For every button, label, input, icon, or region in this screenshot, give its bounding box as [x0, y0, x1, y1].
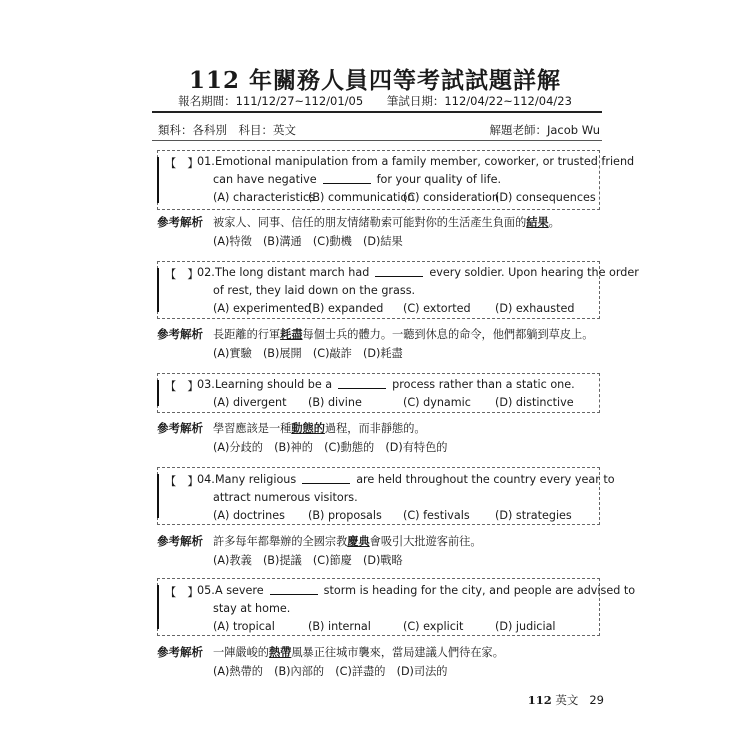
blank-line [270, 584, 318, 595]
option-a: (A) characteristics [213, 191, 315, 204]
question-text-2b: of rest, they laid down on the grass. [213, 284, 416, 297]
analysis-label: 參考解析 [157, 534, 203, 548]
answer-bracket-3: 【 】 [165, 380, 199, 393]
question-text-5: A severe storm is heading for the city, and people are advised to [215, 584, 636, 597]
question-text-1: Emotional manipulation from a family member, coworker, or trusted friend [215, 155, 635, 168]
analysis-options-1: (A)特徵 (B)溝通 (C)動機 (D)結果 [213, 235, 403, 248]
option-d: (D) distinctive [495, 396, 574, 409]
meta-rule [152, 140, 602, 141]
question-text-3: Learning should be a process rather than a static one. [215, 378, 575, 391]
analysis-label: 參考解析 [157, 327, 203, 341]
analysis-text-2: 長距離的行軍耗盡每個士兵的體力。一聽到休息的命令，他們都躺到草皮上。 [213, 328, 594, 341]
option-b: (B) communication [308, 191, 415, 204]
blank-line [338, 378, 386, 389]
option-b: (B) proposals [308, 509, 382, 522]
analysis-options-4: (A)教義 (B)提議 (C)節慶 (D)戰略 [213, 554, 403, 567]
option-d: (D) consequences [495, 191, 596, 204]
option-c: (C) explicit [403, 620, 464, 633]
page-title: 112 年關務人員四等考試試題詳解 [188, 67, 562, 94]
option-d: (D) exhausted [495, 302, 575, 315]
option-a: (A) doctrines [213, 509, 285, 522]
option-b: (B) divine [308, 396, 362, 409]
footer-book: 112 [527, 693, 552, 707]
question-text-4b: attract numerous visitors. [213, 491, 358, 504]
answer-bracket-2: 【 】 [165, 268, 199, 281]
option-a: (A) experimented [213, 302, 312, 315]
analysis-options-3: (A)分歧的 (B)神的 (C)動態的 (D)有特色的 [213, 441, 448, 454]
question-number-5: 05. [197, 584, 215, 597]
analysis-text-5: 一陣嚴峻的熱帶風暴正往城市襲來，當局建議人們待在家。 [213, 646, 504, 659]
option-c: (C) dynamic [403, 396, 471, 409]
question-number-2: 02. [197, 266, 215, 279]
option-c: (C) consideration [403, 191, 499, 204]
analysis-text-3: 學習應該是一種動態的過程，而非靜態的。 [213, 422, 426, 435]
teacher-info: 解題老師：Jacob Wu [489, 123, 600, 137]
answer-bracket-5: 【 】 [165, 586, 199, 599]
option-b: (B) expanded [308, 302, 384, 315]
analysis-label: 參考解析 [157, 421, 203, 435]
option-d: (D) strategies [495, 509, 572, 522]
analysis-options-5: (A)熱帶的 (B)內部的 (C)詳盡的 (D)司法的 [213, 665, 448, 678]
blank-line [323, 173, 371, 184]
option-b: (B) internal [308, 620, 371, 633]
footer-subject: 英文 [555, 693, 579, 707]
analysis-text-4: 許多每年都舉辦的全國宗教慶典會吸引大批遊客前往。 [213, 535, 482, 548]
analysis-options-2: (A)實驗 (B)展開 (C)敲詐 (D)耗盡 [213, 347, 403, 360]
answer-bracket-4: 【 】 [165, 475, 199, 488]
subject-info: 類科：各科別 科目：英文 [158, 123, 296, 137]
page-footer [528, 692, 604, 708]
question-number-1: 01. [197, 155, 215, 168]
option-c: (C) festivals [403, 509, 470, 522]
option-a: (A) divergent [213, 396, 287, 409]
answer-bracket-1: 【 】 [165, 157, 199, 170]
blank-line [375, 266, 423, 277]
question-text-1b: can have negative for your quality of life. [213, 173, 502, 186]
analysis-text-1: 被家人、同事、信任的朋友情緒勒索可能對你的生活產生負面的結果。 [213, 216, 560, 229]
header-rule [152, 111, 602, 113]
question-number-4: 04. [197, 473, 215, 486]
analysis-label: 參考解析 [157, 645, 203, 659]
blank-line [302, 473, 350, 484]
option-d: (D) judicial [495, 620, 556, 633]
exam-date: 筆試日期：112/04/22~112/04/23 [386, 94, 572, 108]
page-number: 29 [589, 693, 604, 707]
question-text-2: The long distant march had every soldier. Upon hearing the order [215, 266, 639, 279]
option-c: (C) extorted [403, 302, 471, 315]
exam-dates [0, 93, 750, 109]
analysis-label: 參考解析 [157, 215, 203, 229]
option-a: (A) tropical [213, 620, 275, 633]
question-text-4: Many religious are held throughout the country every year to [215, 473, 615, 486]
question-text-5b: stay at home. [213, 602, 291, 615]
registration-period: 報名期間：111/12/27~112/01/05 [178, 94, 364, 108]
question-number-3: 03. [197, 378, 215, 391]
